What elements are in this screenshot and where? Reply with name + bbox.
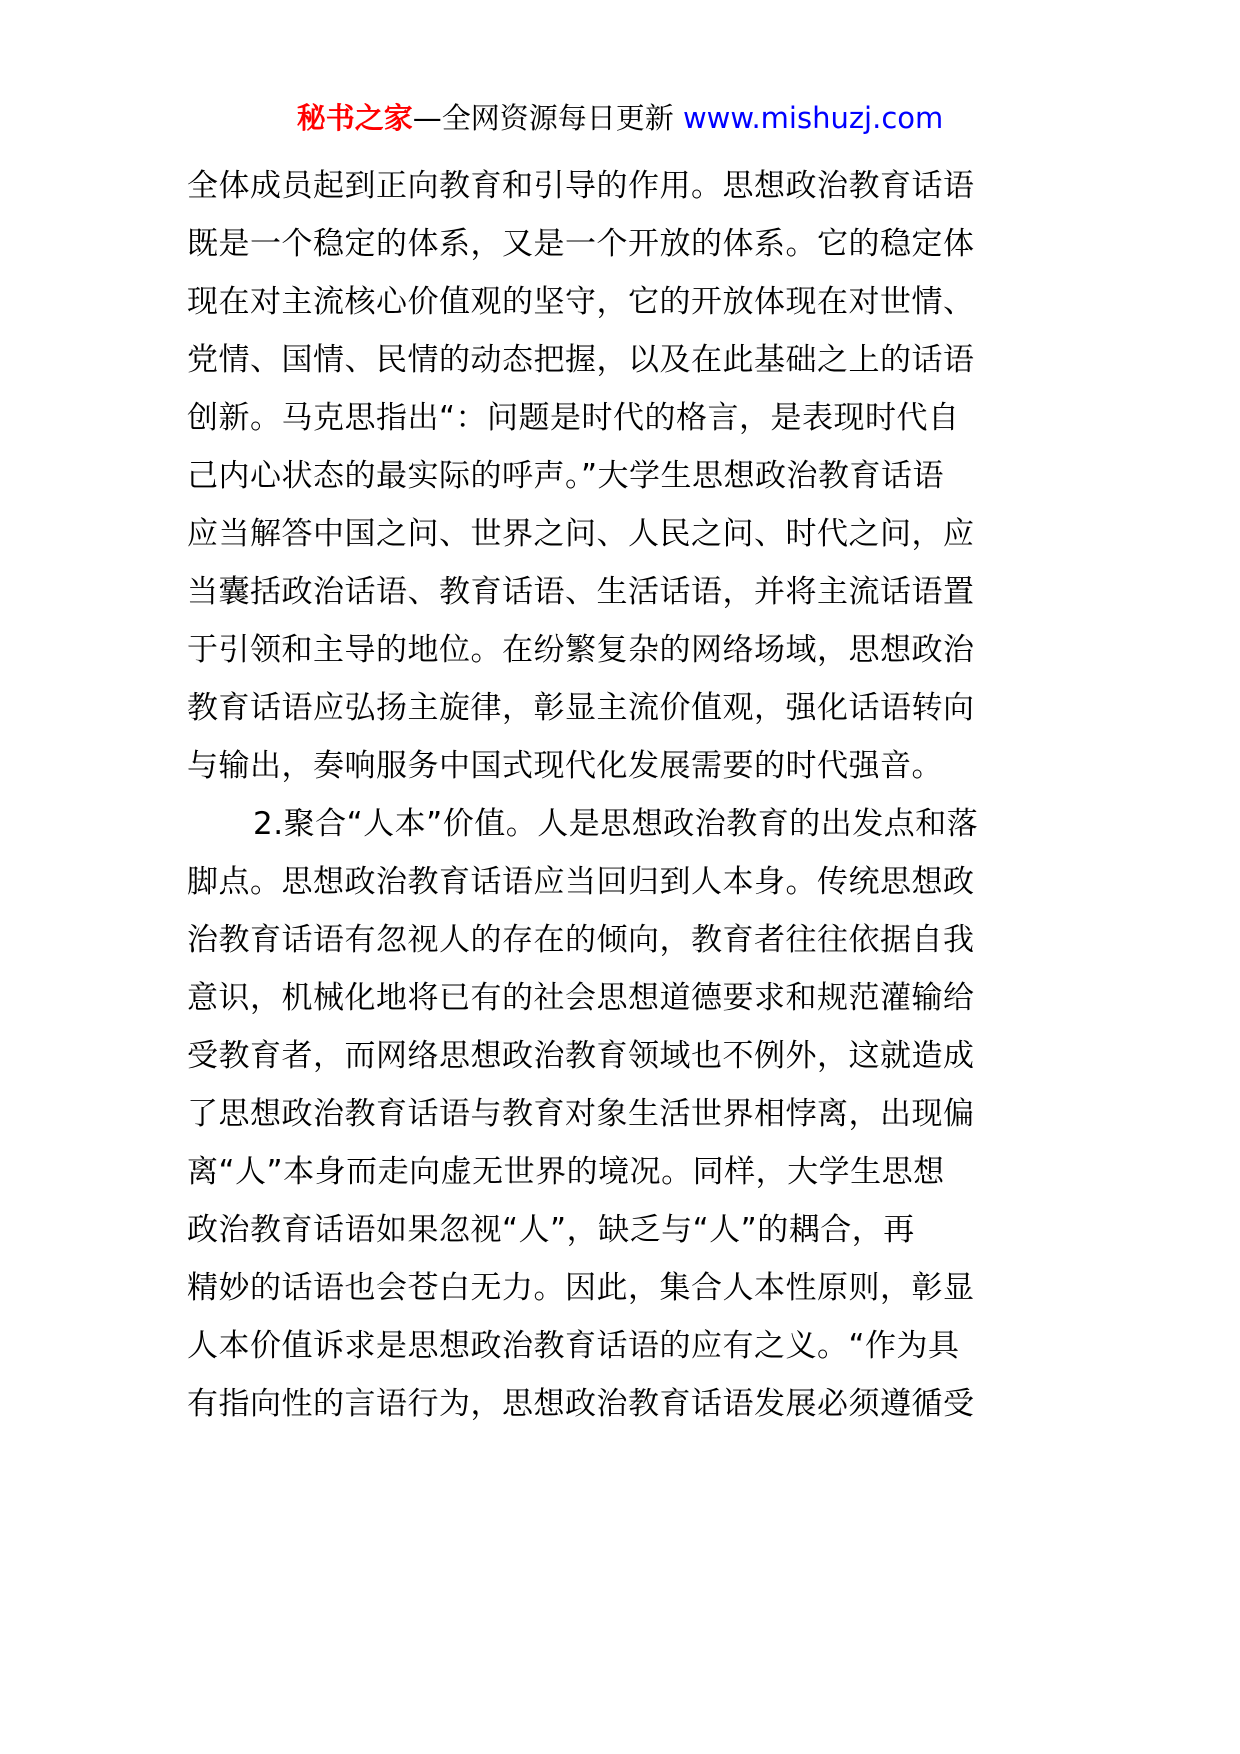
website-url[interactable]: www.mishuzj.com bbox=[682, 101, 944, 135]
body-line: 政治教育话语如果忽视“人”，缺乏与“人”的耦合，再 bbox=[187, 1212, 915, 1248]
body-line: 己内心状态的最实际的呼声。”大学生思想政治教育话语 bbox=[187, 458, 945, 494]
body-line: 治教育话语有忽视人的存在的倾向，教育者往往依据自我 bbox=[187, 922, 975, 958]
body-line: 于引领和主导的地位。在纷繁复杂的网络场域，思想政治 bbox=[187, 632, 975, 668]
body-line: 脚点。思想政治教育话语应当回归到人本身。传统思想政 bbox=[187, 864, 975, 900]
body-line: 与输出，奏响服务中国式现代化发展需要的时代强音。 bbox=[187, 748, 943, 784]
body-line: 有指向性的言语行为，思想政治教育话语发展必须遵循受 bbox=[187, 1386, 975, 1422]
body-line: 了思想政治教育话语与教育对象生活世界相悖离，出现偏 bbox=[187, 1096, 975, 1132]
body-line: 受教育者，而网络思想政治教育领域也不例外，这就造成 bbox=[187, 1038, 975, 1074]
body-line: 应当解答中国之问、世界之问、人民之问、时代之问，应 bbox=[187, 516, 975, 552]
body-line: 创新。马克思指出“：问题是时代的格言，是表现时代自 bbox=[187, 400, 960, 436]
body-line: 当囊括政治话语、教育话语、生活话语，并将主流话语置 bbox=[187, 574, 975, 610]
body-line: 党情、国情、民情的动态把握，以及在此基础之上的话语 bbox=[187, 342, 975, 378]
body-line: 现在对主流核心价值观的坚守，它的开放体现在对世情、 bbox=[187, 284, 975, 320]
body-line: 既是一个稳定的体系，又是一个开放的体系。它的稳定体 bbox=[187, 226, 975, 262]
header-tagline: —全网资源每日更新 bbox=[412, 101, 674, 135]
page-header bbox=[0, 98, 1240, 138]
body-line: 全体成员起到正向教育和引导的作用。思想政治教育话语 bbox=[187, 168, 975, 204]
brand-name: 秘书之家 bbox=[296, 101, 413, 135]
body-line: 意识，机械化地将已有的社会思想道德要求和规范灌输给 bbox=[187, 980, 975, 1016]
body-line: 人本价值诉求是思想政治教育话语的应有之义。“作为具 bbox=[187, 1328, 960, 1364]
body-line: 教育话语应弘扬主旋律，彰显主流价值观，强化话语转向 bbox=[187, 690, 975, 726]
body-line: 精妙的话语也会苍白无力。因此，集合人本性原则，彰显 bbox=[187, 1270, 975, 1306]
section-heading-line: 2.聚合“人本”价值。人是思想政治教育的出发点和落 bbox=[253, 806, 979, 842]
body-line: 离“人”本身而走向虚无世界的境况。同样，大学生思想 bbox=[187, 1154, 945, 1190]
